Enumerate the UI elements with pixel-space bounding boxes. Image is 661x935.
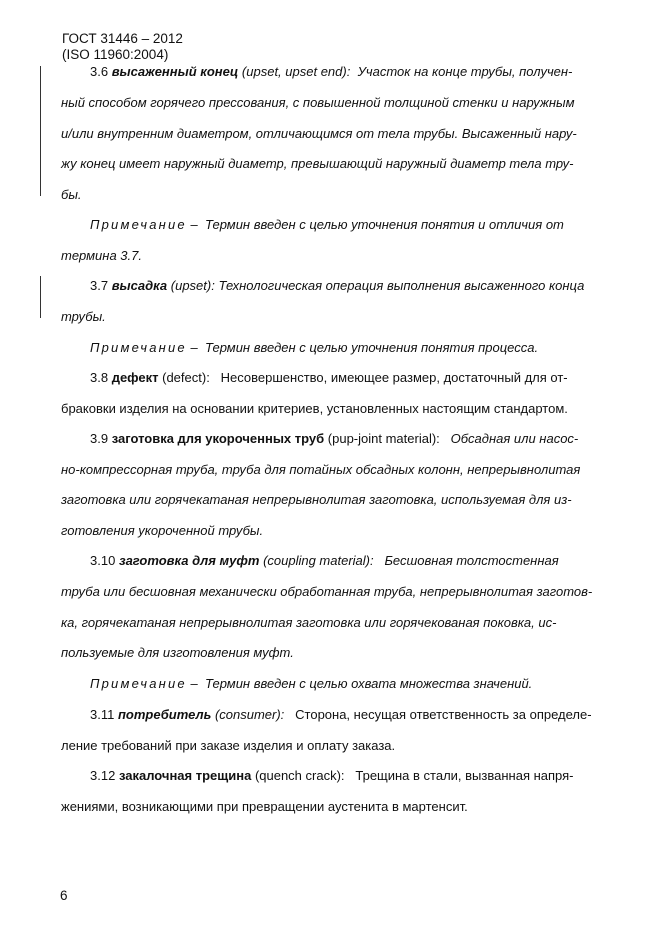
term-definition: Участок на конце трубы, получен- xyxy=(357,64,573,79)
term-number: 3.12 xyxy=(90,768,116,783)
note-text: Термин введен с целью охвата множества значений. xyxy=(204,676,533,691)
term-3-7-line xyxy=(90,278,584,294)
definition-line: труба или бесшовная механически обработанная труба, непрерывнолитая заготов- xyxy=(61,584,593,599)
term-english: (coupling material): xyxy=(263,553,374,568)
note-label: Примечание xyxy=(90,217,187,232)
term-english: (consumer): xyxy=(214,707,285,722)
definition-line: пользуемые для изготовления муфт. xyxy=(61,645,294,660)
term-3-6-line xyxy=(90,64,572,80)
definition-line: заготовка или горячекатаная непрерывнолитая заготовка, используемая для из- xyxy=(61,492,572,507)
change-bar xyxy=(40,66,41,196)
note-3-6: Примечание – Термин введен с целью уточнения понятия и отличия от xyxy=(90,217,564,232)
term-name: высадка xyxy=(111,278,168,293)
term-english: (upset): xyxy=(170,278,215,293)
page-number: 6 xyxy=(60,888,68,903)
note-line: термина 3.7. xyxy=(61,248,142,263)
term-number: 3.8 xyxy=(90,370,109,385)
definition-line: жениями, возникающими при превращении аустенита в мартенсит. xyxy=(61,799,468,814)
change-bar xyxy=(40,276,41,318)
term-3-10-line xyxy=(90,553,559,569)
term-number: 3.11 xyxy=(90,707,115,722)
note-label: Примечание xyxy=(90,340,187,355)
note-label: Примечание xyxy=(90,676,187,691)
term-number: 3.7 xyxy=(90,278,109,293)
term-name: заготовка для муфт xyxy=(118,553,260,568)
note-3-7: Примечание – Термин введен с целью уточнения понятия процесса. xyxy=(90,340,539,355)
term-name: дефект xyxy=(111,370,159,385)
standard-number: ГОСТ 31446 – 2012 xyxy=(62,31,183,46)
definition-line: но-компрессорная труба, труба для потайных обсадных колонн, непрерывнолитая xyxy=(61,462,581,477)
term-definition: Трещина в стали, вызванная напря- xyxy=(355,768,574,783)
definition-line: браковки изделия на основании критериев, установленных настоящим стандартом. xyxy=(61,401,568,416)
term-name: высаженный конец xyxy=(111,64,239,79)
term-3-11-line xyxy=(90,707,592,723)
term-number: 3.6 xyxy=(90,64,109,79)
definition-line: ка, горячекатаная непрерывнолитая заготовка или горячекованая поковка, ис- xyxy=(61,615,557,630)
term-definition: Бесшовная толстостенная xyxy=(384,553,559,568)
term-english: (upset, upset end): xyxy=(241,64,351,79)
definition-line: ление требований при заказе изделия и оплату заказа. xyxy=(61,738,396,753)
term-name: закалочная трещина xyxy=(118,768,252,783)
term-definition: Несовершенство, имеющее размер, достаточный для от- xyxy=(220,370,568,385)
iso-reference: (ISO 11960:2004) xyxy=(62,47,169,62)
note-text: Термин введен с целью уточнения понятия и отличия от xyxy=(204,217,564,232)
term-name: потребитель xyxy=(117,707,212,722)
term-3-8-line xyxy=(90,370,568,386)
term-english: (defect): xyxy=(162,370,210,385)
term-name: заготовка для укороченных труб xyxy=(111,431,325,446)
definition-line: трубы. xyxy=(61,309,106,324)
term-english: (pup-joint material): xyxy=(327,431,440,446)
term-number: 3.9 xyxy=(90,431,109,446)
definition-line: и/или внутренним диаметром, отличающимся от тела трубы. Высаженный нару- xyxy=(61,126,577,141)
term-definition: Обсадная или насос- xyxy=(450,431,579,446)
definition-line: готовления укороченной трубы. xyxy=(61,523,264,538)
term-definition: Технологическая операция выполнения высаженного конца xyxy=(218,278,585,293)
definition-line: бы. xyxy=(61,187,82,202)
definition-line: жу конец имеет наружный диаметр, превышающий наружный диаметр тела тру- xyxy=(61,156,574,171)
term-3-12-line xyxy=(90,768,574,784)
term-definition: Сторона, несущая ответственность за определе- xyxy=(295,707,592,722)
term-number: 3.10 xyxy=(90,553,116,568)
note-text: Термин введен с целью уточнения понятия процесса. xyxy=(204,340,539,355)
definition-line: ный способом горячего прессования, с повышенной толщиной стенки и наружным xyxy=(61,95,575,110)
note-3-10: Примечание – Термин введен с целью охвата множества значений. xyxy=(90,676,533,691)
term-english: (quench crack): xyxy=(254,768,345,783)
term-3-9-line xyxy=(90,431,578,447)
